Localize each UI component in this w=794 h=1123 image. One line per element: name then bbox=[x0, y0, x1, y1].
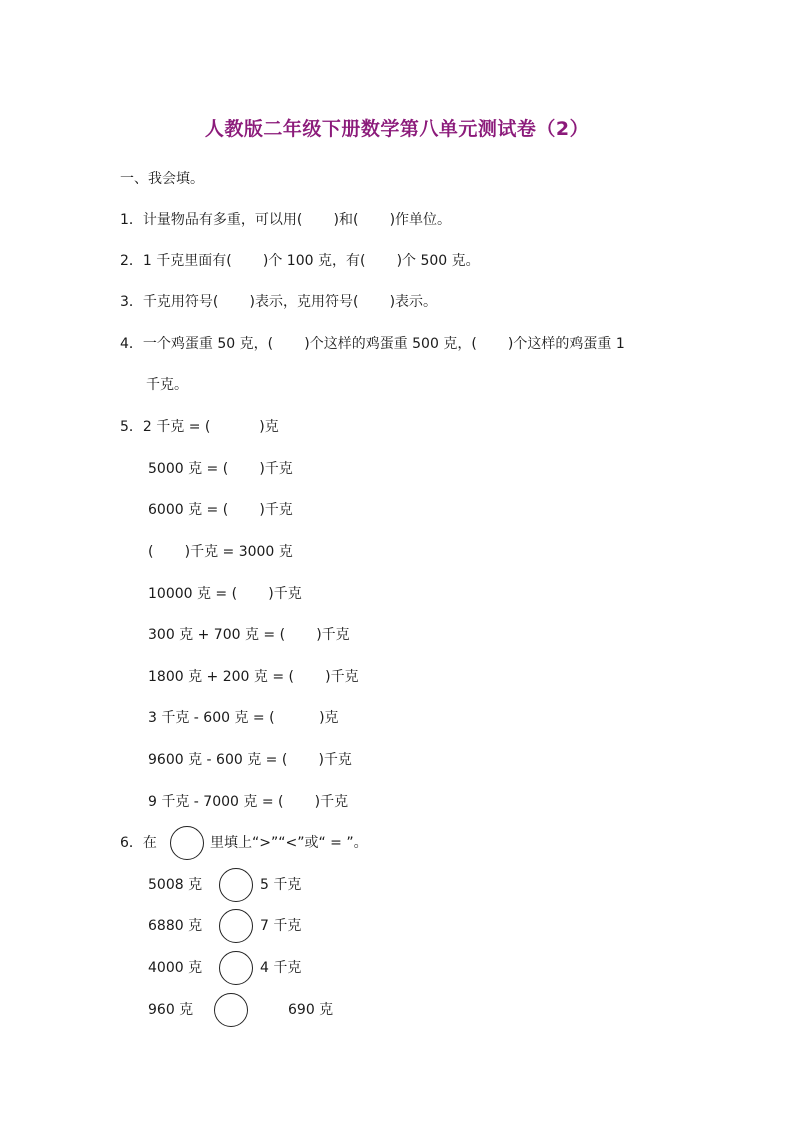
compare-left: 4000 克 bbox=[148, 960, 203, 976]
question-6-suffix: 里填上“>”“<”或“ = ”。 bbox=[210, 835, 368, 851]
compare-right: 690 克 bbox=[288, 1002, 334, 1018]
question-5-item: 9600 克 - 600 克 = ( )千克 bbox=[148, 752, 352, 768]
compare-right: 5 千克 bbox=[260, 877, 302, 893]
answer-circle[interactable] bbox=[214, 993, 248, 1027]
question-5-item: 5000 克 = ( )千克 bbox=[148, 461, 293, 477]
question-5-item: 10000 克 = ( )千克 bbox=[148, 586, 302, 602]
answer-circle[interactable] bbox=[219, 951, 253, 985]
question-4-line-2: 千克。 bbox=[146, 377, 188, 393]
compare-left: 960 克 bbox=[148, 1002, 194, 1018]
page-title: 人教版二年级下册数学第八单元测试卷（2） bbox=[204, 118, 590, 140]
section-heading: 一、我会填。 bbox=[120, 171, 204, 187]
compare-left: 5008 克 bbox=[148, 877, 203, 893]
question-6-prefix: 6．在 bbox=[120, 835, 157, 851]
question-2: 2．1 千克里面有( )个 100 克，有( )个 500 克。 bbox=[120, 253, 480, 269]
compare-right: 7 千克 bbox=[260, 918, 302, 934]
question-5-item: 300 克 + 700 克 = ( )千克 bbox=[148, 627, 350, 643]
question-4-line-1: 4．一个鸡蛋重 50 克，( )个这样的鸡蛋重 500 克，( )个这样的鸡蛋重 1 bbox=[120, 336, 625, 352]
answer-circle[interactable] bbox=[219, 909, 253, 943]
answer-circle[interactable] bbox=[219, 868, 253, 902]
question-1: 1．计量物品有多重，可以用( )和( )作单位。 bbox=[120, 212, 452, 228]
question-5-item: 9 千克 - 7000 克 = ( )千克 bbox=[148, 794, 349, 810]
compare-left: 6880 克 bbox=[148, 918, 203, 934]
question-3: 3．千克用符号( )表示，克用符号( )表示。 bbox=[120, 294, 438, 310]
question-5-item: 3 千克 - 600 克 = ( )克 bbox=[148, 710, 339, 726]
answer-circle[interactable] bbox=[170, 826, 204, 860]
question-5-item: 5．2 千克 = ( )克 bbox=[120, 419, 279, 435]
question-5-item: 6000 克 = ( )千克 bbox=[148, 502, 293, 518]
question-5-item: 1800 克 + 200 克 = ( )千克 bbox=[148, 669, 359, 685]
question-5-item: ( )千克 = 3000 克 bbox=[148, 544, 293, 560]
compare-right: 4 千克 bbox=[260, 960, 302, 976]
